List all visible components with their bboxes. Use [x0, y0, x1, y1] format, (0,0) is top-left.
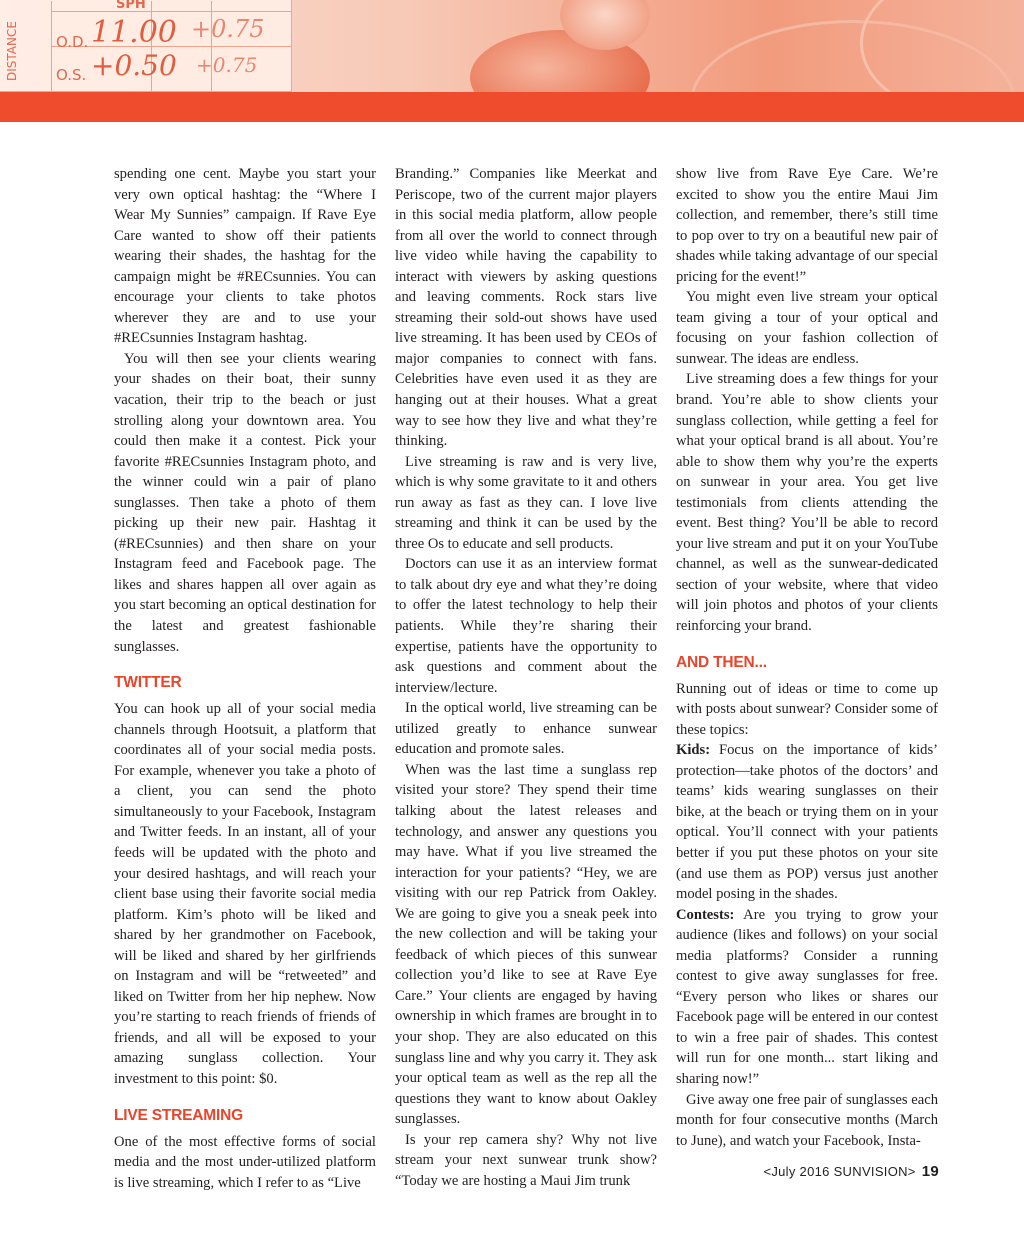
paragraph: One of the most effective forms of social media and the most under-utilized platform is live streaming, which I refer to as “Live	[114, 1133, 376, 1191]
rx-od-sph: 11.00	[91, 15, 177, 50]
rx-od-label: O.D.	[56, 33, 89, 51]
column-1	[114, 164, 376, 1193]
heading-twitter: TWITTER	[114, 674, 182, 692]
paragraph: show live from Rave Eye Care. We’re excited to show you the entire Maui Jim collection, and remember, there’s still time to pop over to try on a beautiful new pair of shades while taking advantage of our special pricing for the event!”	[676, 166, 938, 285]
paragraph: Branding.” Companies like Meerkat and Periscope, two of the current major players in this social media platform, allow people from all over the world to connect through live video while having the capability to interact with viewers by asking questions and leaving comments. Rock stars live streaming their sold-out shows have used live streaming. It has been used by CEOs of major companies to connect with fans. Celebrities have even used it as they are hanging out at their houses. What a great way to see how they live and what they’re thinking.	[395, 166, 657, 450]
kids-label: Kids:	[676, 742, 711, 759]
heading-live-streaming: LIVE STREAMING	[114, 1106, 243, 1124]
paragraph: Live streaming is raw and is very live, which is why some gravitate to it and others run away as fast as they can. I love live streaming and think it can be used by the three Os to educate and sell products.	[395, 453, 657, 552]
contests-text: Are you trying to grow your audience (likes and follows) on your social media platforms? Consider a running contest to give away sunglasses for free. “Every person who likes or shares our Facebook page will be entered in our contest to win a free pair of shades. This contest will run for one month... start liking and sharing now!”	[676, 906, 938, 1087]
header-banner	[0, 0, 1024, 122]
contests-label: Contests:	[676, 906, 735, 923]
paragraph-kids	[676, 740, 938, 904]
paragraph: When was the last time a sunglass rep visited your store? They spend their time talking about the latest releases and technology, and answer any questions you may have. What if you live streamed the interaction for your patients? “Hey, we are visiting with our rep Patrick from Oakley. We are going to give you a sneak peek into the new collection and will be taking your feedback of which pieces of this sunwear collection you’d like to see at Rave Eye Care.” Your clients are engaged by having ownership in which frames are brought in to your shop. They are also educated on this sunglass line and why you carry it. They ask your optical team as well as the rep all the questions they want to know about Oakley sunglasses.	[395, 761, 657, 1128]
paragraph: You can hook up all of your social media channels through Hootsuit, a platform that coordinates all of your social media posts. For example, whenever you take a photo of a client, you can send the photo simultaneously to your Facebook, Instagram and Twitter feeds. In an instant, all of your feeds will be updated with the photo and your desired hashtags, and will reach your client base using their favorite social media platform. Kim’s photo will be liked and shared by her grandmother on Facebook, will be liked and shared by her girlfriends on Instagram and will be “retweeted” and liked on Twitter from her hip nephew. Now you’re starting to reach friends of friends of friends, and all will be exposed to your amazing sunglass collection. Your investment to this point: $0.	[114, 701, 376, 1087]
prescription-card	[0, 0, 292, 92]
paragraph-contests	[676, 905, 938, 1090]
paragraph: Running out of ideas or time to come up with posts about sunwear? Consider some of these topics:	[676, 680, 938, 738]
issue-label: <July 2016 SUNVISION>	[763, 1164, 916, 1179]
page-number: 19	[921, 1163, 939, 1180]
rx-os-label: O.S.	[56, 66, 87, 84]
paragraph: Give away one free pair of sunglasses each month for four consecutive months (March to June), and watch your Facebook, Insta-	[676, 1091, 938, 1149]
paragraph: Live streaming does a few things for your brand. You’re able to show clients your sunglass collection, while getting a feel for what your optical brand is all about. You’re able to show them why you’re the experts on sunwear in your area. You get live testimonials from clients attending the event. Best thing? You’ll be able to record your live stream and put it on your YouTube channel, as well as the sunwear-dedicated section of your website, where that video will join photos and photos of your clients reinforcing your brand.	[676, 371, 938, 635]
column-3	[676, 164, 938, 1151]
paragraph: In the optical world, live streaming can be utilized greatly to enhance sunwear education and promote sales.	[395, 700, 657, 758]
paragraph: Is your rep camera shy? Why not live stream your next sunwear trunk show? “Today we are hosting a Maui Jim trunk	[395, 1131, 657, 1189]
column-2	[395, 164, 657, 1191]
rx-os-cyl: +0.75	[196, 53, 258, 77]
heading-and-then: AND THEN...	[676, 653, 767, 671]
paragraph: spending one cent. Maybe you start your very own optical hashtag: the “Where I Wear My Sunnies” campaign. If Rave Eye Care wanted to show off their patients wearing their shades, the hashtag for the campaign might be #RECsunnies. You can encourage your clients to take photos wherever they are and to use your #RECsunnies Instagram hashtag.	[114, 166, 376, 347]
rx-distance-label: DISTANCE	[5, 21, 19, 81]
kids-text: Focus on the importance of kids’ protection—take photos of the doctors’ and teams’ kids wearing sunglasses on their bike, at the beach or trying them on in your optical. You’ll connect with your patients better if you put these photos on your site (and use them as POP) versus just another model posing in the shades.	[676, 742, 938, 903]
rx-os-sph: +0.50	[91, 49, 177, 82]
rx-od-cyl: +0.75	[191, 15, 265, 43]
paragraph: You might even live stream your optical team giving a tour of your optical and focusing on your fashion collection of sunwear. The ideas are endless.	[676, 289, 938, 367]
paragraph: You will then see your clients wearing your shades on their boat, their sunny vacation, their trip to the beach or just strolling along your downtown area. You could then make it a contest. Pick your favorite #RECsunnies Instagram photo, and the winner could win a pair of plano sunglasses. Then take a photo of them picking up their new pair. Hashtag it (#RECsunnies) and then share on your Instagram feed and Facebook page. The likes and shares happen all over again as you start becoming an optical destination for the latest and greatest fashionable sunglasses.	[114, 350, 376, 655]
page-footer	[763, 1163, 939, 1180]
rx-sph-label: SPH	[116, 0, 146, 12]
banner-strip	[0, 92, 1024, 122]
paragraph: Doctors can use it as an interview format to talk about dry eye and what they’re doing to offer the latest technology to help their patients. While they’re sharing their expertise, patients have the opportunity to ask questions and comment about the interview/lecture.	[395, 556, 657, 696]
